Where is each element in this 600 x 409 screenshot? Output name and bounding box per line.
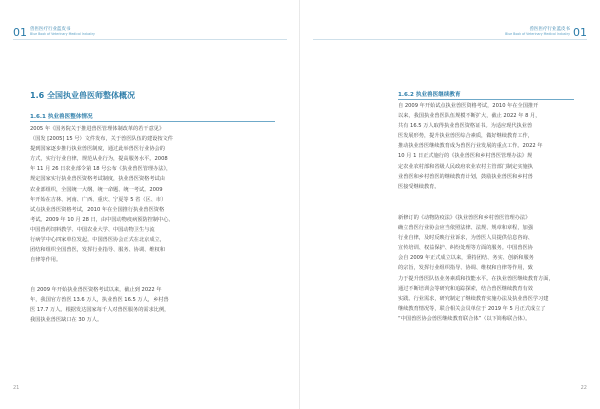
subsection-divider — [30, 121, 275, 122]
text-line: 中国兽药饲料教学、中国农业大学、中国动物卫生与流 — [30, 226, 155, 233]
text-line: 方式，实行行业自律，规范从业行为，提高服务水平。2008 — [30, 156, 168, 163]
paragraph — [30, 285, 280, 325]
text-line: 我国执业兽医缺口在 30 万人。 — [30, 317, 103, 324]
text-line: 自 2009 年开始执业兽医资格考试以来，截止到 2022 年 — [30, 287, 162, 293]
text-line: 年 11 月 26 日农业部令第 18 号公布《执业兽医管理办法》， — [30, 166, 172, 173]
text-line: 10 月 1 日正式施行的《执业兽医和乡村兽医管理办法》规 — [398, 153, 533, 160]
page-number: 22 — [580, 385, 587, 391]
text-line: 定农业农村部和省级人民政府农业农村主管部门制定实施执 — [398, 163, 533, 170]
text-line: 会自 2009 年正式成立以来，秉持团结、务实、创新和服务 — [398, 255, 534, 262]
text-line: 通过不断培训会等研究和追踪探索，结合兽医继续教育有效 — [398, 285, 533, 292]
text-line: 医 17.7 万人。根据发达国家每千人对兽医服务的需求比例， — [30, 307, 170, 314]
text-line: 确立兽医行业协会应当依照法律、法规、规章和章程，加强 — [398, 225, 533, 232]
left-page-header — [13, 27, 95, 38]
text-line: 以来，我国执业兽医队伍规模不断扩大，截止 2022 年 8 月， — [398, 113, 541, 120]
subsection-title: 1.6.2 执业兽医继续教育 — [398, 92, 461, 98]
text-line: 共有 16.5 万人取得执业兽医资格证书。为适应现代执业兽 — [398, 123, 533, 130]
text-line: 提到国家逐步推行执业兽医制度，通过此举兽医行业协会的 — [30, 146, 165, 153]
text-line: 新修订的《动物防疫法》《执业兽医和乡村兽医管理办法》 — [398, 215, 531, 221]
text-line: 力于提升兽医队伍业务素质和技能水平。在执业兽医继续教育方面， — [398, 275, 554, 282]
right-page — [300, 0, 600, 409]
right-page-header — [505, 27, 587, 38]
paragraph — [398, 101, 578, 192]
text-line: “中国兽医协会兽医继续教育联合体”（以下简称联合体）。 — [398, 315, 531, 322]
text-line: 行病学中心四家单位发起，中国兽医协会正式在北京成立， — [30, 237, 165, 244]
header-divider — [313, 39, 587, 40]
section-title: 1.6 全国执业兽医师整体概况 — [30, 91, 135, 100]
page-number: 21 — [13, 385, 20, 391]
chapter-number: 01 — [573, 26, 587, 39]
subsection-divider — [398, 99, 574, 100]
text-line: 自律等作用。 — [30, 257, 62, 264]
text-line: 的宗旨，发挥行业组织指导、协调、维权和自律等作用，致 — [398, 265, 533, 272]
text-line: （国发 [2005] 15 号）文件发布，关于兽医队伍的建设按文件 — [30, 136, 173, 143]
text-line: 规定国家实行执业兽医资格考试制度，执业兽医资格考试由 — [30, 176, 165, 183]
paragraph — [398, 213, 578, 324]
text-line: 农业部组织，全国统一大纲、统一命题、统一考试。2009 — [30, 186, 163, 193]
text-line: 试点执业兽医资格考试，2010 年在全国推行执业兽医资格 — [30, 206, 165, 213]
text-line: 医接受继续教育。 — [398, 183, 440, 190]
text-line: 实践、行业需求，研究制定了继续教育实施办法及执业兽医学习建 — [398, 295, 549, 302]
paragraph — [30, 124, 280, 265]
header-title: 兽医医疗行业蓝皮书 — [30, 27, 71, 32]
text-line: 2005 年《国务院关于推进兽医管理体制改革的若干意见》 — [30, 126, 165, 132]
header-subtitle: Blue Book of Veterinary Medical Industry — [505, 32, 570, 36]
header-title: 兽医医疗行业蓝皮书 — [529, 27, 570, 32]
text-line: 自 2009 年开始试点执业兽医资格考试，2010 年在全国推开 — [398, 103, 539, 109]
text-line: 继续教育情况等，联合相关会员单位于 2019 年 5 月正式成立了 — [398, 305, 546, 312]
text-line: 团结和组织全国兽医，发挥行业指导、服务、协调、维权和 — [30, 247, 165, 254]
header-divider — [13, 39, 287, 40]
text-line: 医发展形势，提升执业兽医综合素质，做好继续教育工作， — [398, 133, 533, 140]
text-line: 业兽医和乡村兽医的继续教育计划，鼓励执业兽医和乡村兽 — [398, 173, 533, 180]
header-subtitle: Blue Book of Veterinary Medical Industry — [30, 32, 95, 36]
text-line: 推动执业兽医继续教育成为兽医行业发展的重点工作。2022 年 — [398, 143, 543, 150]
chapter-number: 01 — [13, 26, 27, 39]
text-line: 宣传培训、权益保护、纠纷处理等方面的服务。中国兽医协 — [398, 245, 533, 252]
text-line: 行业自律，及时反映行业诉求，为兽医人员提供信息咨询、 — [398, 235, 533, 242]
text-line: 年开始在吉林、河南、广西、重庆、宁夏等 5 省（区、市） — [30, 196, 167, 203]
text-line: 考试。2009 年 10 月 28 日，由中国动物疫病预防控制中心、 — [30, 216, 174, 223]
subsection-title: 1.6.1 执业兽医整体情况 — [30, 114, 93, 120]
text-line: 年，我国官方兽医 13.6 万人，执业兽医 16.5 万人，乡村兽 — [30, 297, 169, 304]
